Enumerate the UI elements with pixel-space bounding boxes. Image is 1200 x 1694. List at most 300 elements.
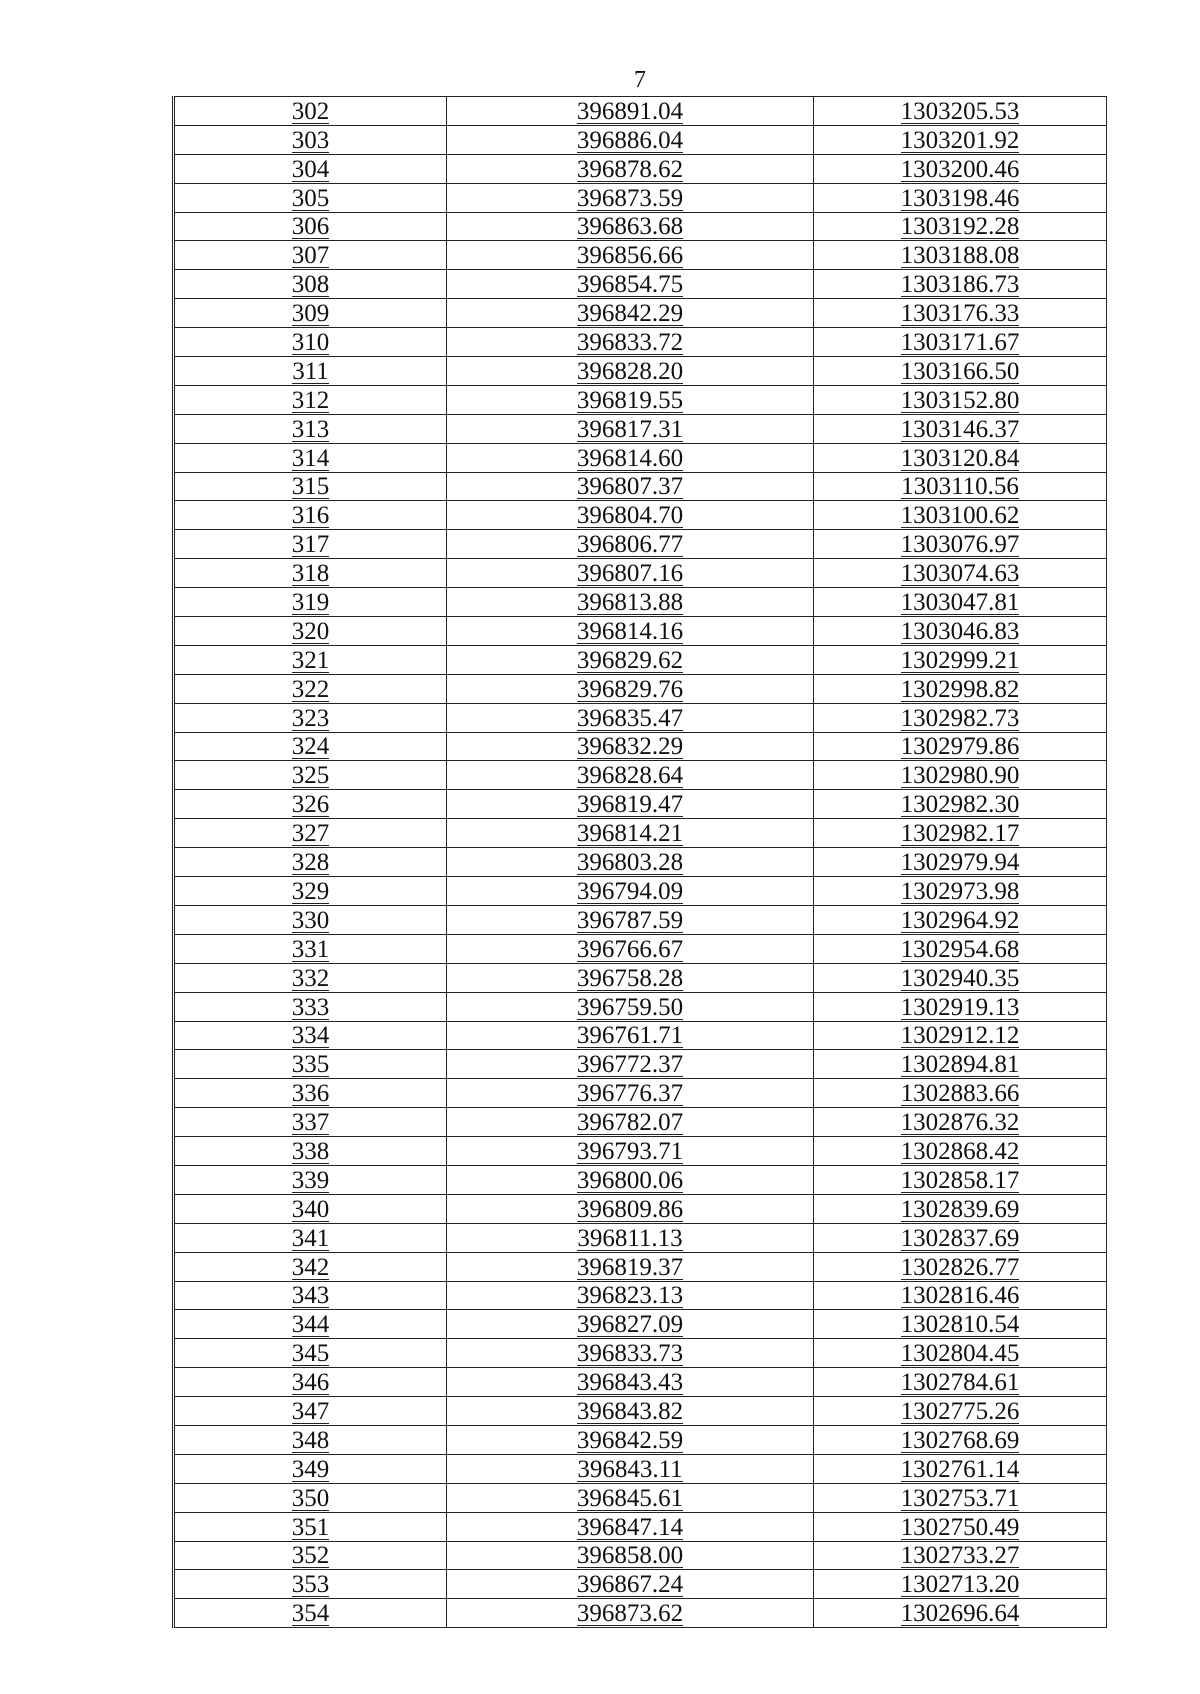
point-number-cell-text: 335 bbox=[291, 1051, 330, 1079]
x-coordinate-cell-text: 396758.28 bbox=[576, 964, 684, 992]
table-row bbox=[174, 501, 1107, 530]
y-coordinate-cell-text: 1302713.20 bbox=[900, 1571, 1020, 1599]
y-coordinate-cell-text: 1302883.66 bbox=[900, 1080, 1020, 1108]
x-coordinate-cell bbox=[447, 328, 814, 357]
point-number-cell-text: 305 bbox=[291, 184, 330, 212]
y-coordinate-cell-text: 1302768.69 bbox=[900, 1426, 1020, 1454]
y-coordinate-cell bbox=[814, 877, 1107, 906]
x-coordinate-cell-text: 396845.61 bbox=[576, 1484, 684, 1512]
x-coordinate-cell-text: 396842.29 bbox=[576, 300, 684, 328]
x-coordinate-cell bbox=[447, 385, 814, 414]
point-number-cell-text: 331 bbox=[291, 935, 330, 963]
x-coordinate-cell-text: 396800.06 bbox=[576, 1166, 684, 1194]
y-coordinate-cell bbox=[814, 1425, 1107, 1454]
table-row bbox=[174, 1050, 1107, 1079]
point-number-cell bbox=[174, 761, 447, 790]
x-coordinate-cell-text: 396886.04 bbox=[576, 126, 684, 154]
point-number-cell bbox=[174, 1541, 447, 1570]
x-coordinate-cell bbox=[447, 761, 814, 790]
point-number-cell bbox=[174, 1483, 447, 1512]
table-row bbox=[174, 1570, 1107, 1599]
point-number-cell-text: 321 bbox=[291, 646, 330, 674]
x-coordinate-cell-text: 396817.31 bbox=[576, 415, 684, 443]
y-coordinate-cell-text: 1302816.46 bbox=[900, 1282, 1020, 1310]
x-coordinate-cell bbox=[447, 1512, 814, 1541]
y-coordinate-cell-text: 1302753.71 bbox=[900, 1484, 1020, 1512]
x-coordinate-cell bbox=[447, 183, 814, 212]
x-coordinate-cell-text: 396761.71 bbox=[576, 1022, 684, 1050]
y-coordinate-cell-text: 1303100.62 bbox=[900, 502, 1020, 530]
x-coordinate-cell bbox=[447, 443, 814, 472]
point-number-cell bbox=[174, 1079, 447, 1108]
y-coordinate-cell bbox=[814, 1483, 1107, 1512]
point-number-cell bbox=[174, 1137, 447, 1166]
point-number-cell-text: 303 bbox=[291, 126, 330, 154]
point-number-cell-text: 332 bbox=[291, 964, 330, 992]
x-coordinate-cell-text: 396828.64 bbox=[576, 762, 684, 790]
x-coordinate-cell bbox=[447, 1079, 814, 1108]
x-coordinate-cell bbox=[447, 1223, 814, 1252]
x-coordinate-cell bbox=[447, 588, 814, 617]
x-coordinate-cell bbox=[447, 472, 814, 501]
y-coordinate-cell-text: 1302761.14 bbox=[900, 1455, 1020, 1483]
y-coordinate-cell bbox=[814, 1223, 1107, 1252]
x-coordinate-cell bbox=[447, 703, 814, 732]
x-coordinate-cell bbox=[447, 877, 814, 906]
point-number-cell-text: 319 bbox=[291, 589, 330, 617]
point-number-cell bbox=[174, 1050, 447, 1079]
point-number-cell bbox=[174, 934, 447, 963]
x-coordinate-cell bbox=[447, 559, 814, 588]
table-row bbox=[174, 674, 1107, 703]
x-coordinate-cell bbox=[447, 934, 814, 963]
x-coordinate-cell-text: 396814.16 bbox=[576, 617, 684, 645]
point-number-cell-text: 349 bbox=[291, 1455, 330, 1483]
point-number-cell-text: 344 bbox=[291, 1311, 330, 1339]
table-row bbox=[174, 1512, 1107, 1541]
x-coordinate-cell-text: 396806.77 bbox=[576, 531, 684, 559]
x-coordinate-cell bbox=[447, 1281, 814, 1310]
y-coordinate-cell bbox=[814, 1108, 1107, 1137]
point-number-cell bbox=[174, 963, 447, 992]
y-coordinate-cell bbox=[814, 241, 1107, 270]
x-coordinate-cell-text: 396813.88 bbox=[576, 589, 684, 617]
y-coordinate-cell-text: 1302919.13 bbox=[900, 993, 1020, 1021]
y-coordinate-cell bbox=[814, 1310, 1107, 1339]
point-number-cell-text: 350 bbox=[291, 1484, 330, 1512]
point-number-cell-text: 323 bbox=[291, 704, 330, 732]
table-row bbox=[174, 1281, 1107, 1310]
point-number-cell bbox=[174, 1223, 447, 1252]
x-coordinate-cell-text: 396803.28 bbox=[576, 849, 684, 877]
y-coordinate-cell bbox=[814, 472, 1107, 501]
table-row bbox=[174, 559, 1107, 588]
x-coordinate-cell-text: 396873.62 bbox=[576, 1600, 684, 1628]
point-number-cell bbox=[174, 1454, 447, 1483]
table-row bbox=[174, 414, 1107, 443]
y-coordinate-cell-text: 1303074.63 bbox=[900, 560, 1020, 588]
point-number-cell-text: 306 bbox=[291, 213, 330, 241]
point-number-cell bbox=[174, 1339, 447, 1368]
point-number-cell bbox=[174, 154, 447, 183]
y-coordinate-cell-text: 1302839.69 bbox=[900, 1195, 1020, 1223]
point-number-cell bbox=[174, 1194, 447, 1223]
point-number-cell bbox=[174, 1281, 447, 1310]
y-coordinate-cell-text: 1302775.26 bbox=[900, 1397, 1020, 1425]
y-coordinate-cell bbox=[814, 1079, 1107, 1108]
y-coordinate-cell-text: 1302940.35 bbox=[900, 964, 1020, 992]
point-number-cell-text: 309 bbox=[291, 300, 330, 328]
y-coordinate-cell-text: 1302982.17 bbox=[900, 820, 1020, 848]
point-number-cell-text: 337 bbox=[291, 1109, 330, 1137]
y-coordinate-cell bbox=[814, 819, 1107, 848]
table-row bbox=[174, 472, 1107, 501]
point-number-cell-text: 351 bbox=[291, 1513, 330, 1541]
point-number-cell-text: 312 bbox=[291, 386, 330, 414]
point-number-cell bbox=[174, 97, 447, 126]
table-row bbox=[174, 241, 1107, 270]
x-coordinate-cell bbox=[447, 1570, 814, 1599]
y-coordinate-cell bbox=[814, 1339, 1107, 1368]
point-number-cell-text: 322 bbox=[291, 675, 330, 703]
table-row bbox=[174, 761, 1107, 790]
y-coordinate-cell-text: 1303200.46 bbox=[900, 155, 1020, 183]
x-coordinate-cell bbox=[447, 1021, 814, 1050]
y-coordinate-cell-text: 1302733.27 bbox=[900, 1542, 1020, 1570]
x-coordinate-cell-text: 396891.04 bbox=[576, 97, 684, 125]
point-number-cell-text: 342 bbox=[291, 1253, 330, 1281]
x-coordinate-cell bbox=[447, 1425, 814, 1454]
x-coordinate-cell-text: 396847.14 bbox=[576, 1513, 684, 1541]
point-number-cell-text: 347 bbox=[291, 1397, 330, 1425]
x-coordinate-cell bbox=[447, 1599, 814, 1628]
x-coordinate-cell bbox=[447, 1194, 814, 1223]
point-number-cell-text: 302 bbox=[291, 97, 330, 125]
y-coordinate-cell-text: 1302810.54 bbox=[900, 1311, 1020, 1339]
x-coordinate-cell-text: 396823.13 bbox=[576, 1282, 684, 1310]
x-coordinate-cell-text: 396863.68 bbox=[576, 213, 684, 241]
y-coordinate-cell bbox=[814, 1512, 1107, 1541]
y-coordinate-cell bbox=[814, 414, 1107, 443]
x-coordinate-cell-text: 396787.59 bbox=[576, 906, 684, 934]
point-number-cell bbox=[174, 1599, 447, 1628]
x-coordinate-cell-text: 396854.75 bbox=[576, 271, 684, 299]
y-coordinate-cell bbox=[814, 674, 1107, 703]
table-row bbox=[174, 1165, 1107, 1194]
table-row bbox=[174, 1079, 1107, 1108]
y-coordinate-cell bbox=[814, 270, 1107, 299]
y-coordinate-cell-text: 1302912.12 bbox=[900, 1022, 1020, 1050]
point-number-cell bbox=[174, 183, 447, 212]
x-coordinate-cell-text: 396766.67 bbox=[576, 935, 684, 963]
point-number-cell bbox=[174, 212, 447, 241]
x-coordinate-cell-text: 396828.20 bbox=[576, 357, 684, 385]
table-row bbox=[174, 97, 1107, 126]
point-number-cell-text: 336 bbox=[291, 1080, 330, 1108]
y-coordinate-cell bbox=[814, 1194, 1107, 1223]
table-row bbox=[174, 1194, 1107, 1223]
table-row bbox=[174, 1223, 1107, 1252]
point-number-cell-text: 354 bbox=[291, 1600, 330, 1628]
y-coordinate-cell-text: 1303186.73 bbox=[900, 271, 1020, 299]
point-number-cell bbox=[174, 877, 447, 906]
point-number-cell bbox=[174, 992, 447, 1021]
point-number-cell bbox=[174, 559, 447, 588]
x-coordinate-cell bbox=[447, 963, 814, 992]
point-number-cell bbox=[174, 1368, 447, 1397]
table-row bbox=[174, 357, 1107, 386]
point-number-cell-text: 311 bbox=[292, 357, 329, 385]
x-coordinate-cell bbox=[447, 992, 814, 1021]
table-row bbox=[174, 1368, 1107, 1397]
y-coordinate-cell bbox=[814, 992, 1107, 1021]
y-coordinate-cell-text: 1302784.61 bbox=[900, 1369, 1020, 1397]
x-coordinate-cell-text: 396759.50 bbox=[576, 993, 684, 1021]
y-coordinate-cell bbox=[814, 703, 1107, 732]
y-coordinate-cell bbox=[814, 1165, 1107, 1194]
y-coordinate-cell-text: 1303110.56 bbox=[901, 473, 1019, 501]
y-coordinate-cell bbox=[814, 1281, 1107, 1310]
table-row bbox=[174, 877, 1107, 906]
point-number-cell-text: 320 bbox=[291, 617, 330, 645]
x-coordinate-cell-text: 396794.09 bbox=[576, 877, 684, 905]
point-number-cell-text: 353 bbox=[291, 1571, 330, 1599]
x-coordinate-cell bbox=[447, 905, 814, 934]
table-row bbox=[174, 1108, 1107, 1137]
table-row bbox=[174, 1397, 1107, 1426]
x-coordinate-cell-text: 396804.70 bbox=[576, 502, 684, 530]
table-row bbox=[174, 1599, 1107, 1628]
point-number-cell-text: 307 bbox=[291, 242, 330, 270]
point-number-cell-text: 334 bbox=[291, 1022, 330, 1050]
y-coordinate-cell-text: 1303076.97 bbox=[900, 531, 1020, 559]
point-number-cell bbox=[174, 1397, 447, 1426]
y-coordinate-cell bbox=[814, 1021, 1107, 1050]
y-coordinate-cell bbox=[814, 183, 1107, 212]
point-number-cell bbox=[174, 819, 447, 848]
table-row bbox=[174, 588, 1107, 617]
y-coordinate-cell bbox=[814, 1397, 1107, 1426]
point-number-cell-text: 333 bbox=[291, 993, 330, 1021]
y-coordinate-cell bbox=[814, 501, 1107, 530]
x-coordinate-cell-text: 396819.55 bbox=[576, 386, 684, 414]
table-row bbox=[174, 992, 1107, 1021]
y-coordinate-cell-text: 1302954.68 bbox=[900, 935, 1020, 963]
point-number-cell bbox=[174, 472, 447, 501]
point-number-cell-text: 314 bbox=[291, 444, 330, 472]
x-coordinate-cell-text: 396833.73 bbox=[576, 1340, 684, 1368]
point-number-cell bbox=[174, 848, 447, 877]
x-coordinate-cell bbox=[447, 790, 814, 819]
x-coordinate-cell-text: 396858.00 bbox=[576, 1542, 684, 1570]
table-row bbox=[174, 125, 1107, 154]
y-coordinate-cell-text: 1303120.84 bbox=[900, 444, 1020, 472]
point-number-cell-text: 346 bbox=[291, 1369, 330, 1397]
point-number-cell-text: 343 bbox=[291, 1282, 330, 1310]
x-coordinate-cell-text: 396843.82 bbox=[576, 1397, 684, 1425]
y-coordinate-cell-text: 1302858.17 bbox=[900, 1166, 1020, 1194]
y-coordinate-cell-text: 1303205.53 bbox=[900, 97, 1020, 125]
y-coordinate-cell-text: 1302982.30 bbox=[900, 791, 1020, 819]
x-coordinate-cell-text: 396878.62 bbox=[576, 155, 684, 183]
point-number-cell bbox=[174, 790, 447, 819]
x-coordinate-cell bbox=[447, 1397, 814, 1426]
x-coordinate-cell bbox=[447, 645, 814, 674]
point-number-cell bbox=[174, 1570, 447, 1599]
point-number-cell bbox=[174, 703, 447, 732]
x-coordinate-cell-text: 396843.43 bbox=[576, 1369, 684, 1397]
x-coordinate-cell bbox=[447, 1137, 814, 1166]
point-number-cell-text: 308 bbox=[291, 271, 330, 299]
point-number-cell-text: 327 bbox=[291, 820, 330, 848]
x-coordinate-cell-text: 396793.71 bbox=[576, 1137, 684, 1165]
y-coordinate-cell-text: 1303176.33 bbox=[900, 300, 1020, 328]
y-coordinate-cell bbox=[814, 1570, 1107, 1599]
y-coordinate-cell bbox=[814, 530, 1107, 559]
x-coordinate-cell bbox=[447, 732, 814, 761]
point-number-cell-text: 339 bbox=[291, 1166, 330, 1194]
x-coordinate-cell-text: 396829.62 bbox=[576, 646, 684, 674]
x-coordinate-cell-text: 396809.86 bbox=[576, 1195, 684, 1223]
y-coordinate-cell bbox=[814, 1050, 1107, 1079]
point-number-cell-text: 348 bbox=[291, 1426, 330, 1454]
table-row bbox=[174, 905, 1107, 934]
point-number-cell bbox=[174, 1512, 447, 1541]
x-coordinate-cell-text: 396835.47 bbox=[576, 704, 684, 732]
x-coordinate-cell-text: 396807.37 bbox=[576, 473, 684, 501]
x-coordinate-cell bbox=[447, 617, 814, 646]
table-row bbox=[174, 1425, 1107, 1454]
table-row bbox=[174, 790, 1107, 819]
y-coordinate-cell bbox=[814, 1599, 1107, 1628]
point-number-cell-text: 329 bbox=[291, 877, 330, 905]
y-coordinate-cell-text: 1302868.42 bbox=[900, 1137, 1020, 1165]
y-coordinate-cell bbox=[814, 790, 1107, 819]
y-coordinate-cell-text: 1302804.45 bbox=[900, 1340, 1020, 1368]
y-coordinate-cell-text: 1303171.67 bbox=[900, 329, 1020, 357]
y-coordinate-cell-text: 1302982.73 bbox=[900, 704, 1020, 732]
x-coordinate-cell bbox=[447, 357, 814, 386]
table-row bbox=[174, 848, 1107, 877]
point-number-cell bbox=[174, 588, 447, 617]
y-coordinate-cell bbox=[814, 905, 1107, 934]
point-number-cell-text: 341 bbox=[291, 1224, 330, 1252]
point-number-cell bbox=[174, 530, 447, 559]
point-number-cell-text: 304 bbox=[291, 155, 330, 183]
x-coordinate-cell-text: 396827.09 bbox=[576, 1311, 684, 1339]
y-coordinate-cell-text: 1303047.81 bbox=[900, 589, 1020, 617]
x-coordinate-cell-text: 396843.11 bbox=[577, 1455, 683, 1483]
point-number-cell-text: 330 bbox=[291, 906, 330, 934]
point-number-cell bbox=[174, 674, 447, 703]
x-coordinate-cell-text: 396829.76 bbox=[576, 675, 684, 703]
x-coordinate-cell-text: 396819.47 bbox=[576, 791, 684, 819]
y-coordinate-cell bbox=[814, 357, 1107, 386]
y-coordinate-cell-text: 1302980.90 bbox=[900, 762, 1020, 790]
x-coordinate-cell bbox=[447, 819, 814, 848]
y-coordinate-cell bbox=[814, 732, 1107, 761]
x-coordinate-cell bbox=[447, 1165, 814, 1194]
point-number-cell-text: 352 bbox=[291, 1542, 330, 1570]
x-coordinate-cell-text: 396833.72 bbox=[576, 329, 684, 357]
point-number-cell bbox=[174, 125, 447, 154]
y-coordinate-cell bbox=[814, 1137, 1107, 1166]
x-coordinate-cell bbox=[447, 414, 814, 443]
table-row bbox=[174, 1339, 1107, 1368]
point-number-cell-text: 338 bbox=[291, 1137, 330, 1165]
x-coordinate-cell bbox=[447, 674, 814, 703]
point-number-cell bbox=[174, 414, 447, 443]
x-coordinate-cell bbox=[447, 1454, 814, 1483]
y-coordinate-cell bbox=[814, 645, 1107, 674]
x-coordinate-cell bbox=[447, 501, 814, 530]
y-coordinate-cell-text: 1303192.28 bbox=[900, 213, 1020, 241]
y-coordinate-cell-text: 1303166.50 bbox=[900, 357, 1020, 385]
x-coordinate-cell-text: 396856.66 bbox=[576, 242, 684, 270]
x-coordinate-cell bbox=[447, 212, 814, 241]
table-row bbox=[174, 154, 1107, 183]
table-row bbox=[174, 617, 1107, 646]
x-coordinate-cell-text: 396832.29 bbox=[576, 733, 684, 761]
table-row bbox=[174, 1021, 1107, 1050]
page-number: 7 bbox=[634, 67, 646, 93]
point-number-cell bbox=[174, 1252, 447, 1281]
point-number-cell bbox=[174, 328, 447, 357]
point-number-cell bbox=[174, 270, 447, 299]
y-coordinate-cell bbox=[814, 617, 1107, 646]
x-coordinate-cell bbox=[447, 1339, 814, 1368]
point-number-cell-text: 316 bbox=[291, 502, 330, 530]
table-row bbox=[174, 819, 1107, 848]
table-row bbox=[174, 963, 1107, 992]
table-row bbox=[174, 645, 1107, 674]
x-coordinate-cell bbox=[447, 299, 814, 328]
y-coordinate-cell bbox=[814, 1541, 1107, 1570]
x-coordinate-cell-text: 396867.24 bbox=[576, 1571, 684, 1599]
y-coordinate-cell bbox=[814, 299, 1107, 328]
x-coordinate-cell bbox=[447, 125, 814, 154]
point-number-cell bbox=[174, 1108, 447, 1137]
point-number-cell bbox=[174, 732, 447, 761]
y-coordinate-cell bbox=[814, 1252, 1107, 1281]
table-row bbox=[174, 1454, 1107, 1483]
x-coordinate-cell-text: 396873.59 bbox=[576, 184, 684, 212]
point-number-cell bbox=[174, 357, 447, 386]
table-row bbox=[174, 385, 1107, 414]
x-coordinate-cell bbox=[447, 1252, 814, 1281]
point-number-cell bbox=[174, 1425, 447, 1454]
y-coordinate-cell bbox=[814, 385, 1107, 414]
x-coordinate-cell-text: 396811.13 bbox=[577, 1224, 683, 1252]
x-coordinate-cell bbox=[447, 1108, 814, 1137]
y-coordinate-cell bbox=[814, 559, 1107, 588]
y-coordinate-cell-text: 1302750.49 bbox=[900, 1513, 1020, 1541]
table-row bbox=[174, 530, 1107, 559]
y-coordinate-cell bbox=[814, 761, 1107, 790]
x-coordinate-cell bbox=[447, 270, 814, 299]
x-coordinate-cell bbox=[447, 1368, 814, 1397]
point-number-cell-text: 328 bbox=[291, 849, 330, 877]
table-row bbox=[174, 270, 1107, 299]
point-number-cell-text: 317 bbox=[291, 531, 330, 559]
point-number-cell bbox=[174, 1310, 447, 1339]
y-coordinate-cell bbox=[814, 125, 1107, 154]
y-coordinate-cell-text: 1303201.92 bbox=[900, 126, 1020, 154]
y-coordinate-cell-text: 1302696.64 bbox=[900, 1600, 1020, 1628]
y-coordinate-cell bbox=[814, 97, 1107, 126]
table-row bbox=[174, 1483, 1107, 1512]
y-coordinate-cell bbox=[814, 1454, 1107, 1483]
